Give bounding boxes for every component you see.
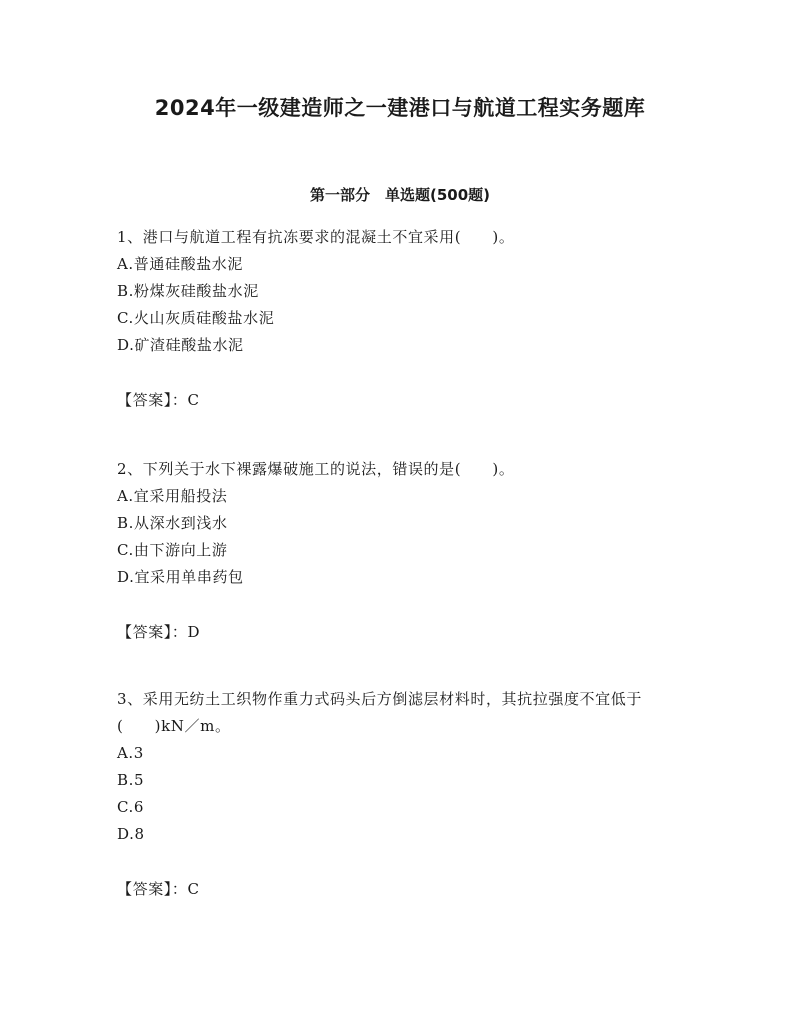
question-3 bbox=[117, 686, 687, 903]
option-a: A.普通硅酸盐水泥 bbox=[117, 255, 244, 273]
page-title: 2024年一级建造师之一建港口与航道工程实务题库 bbox=[154, 96, 646, 120]
section-heading: 第一部分 单选题(500题) bbox=[309, 186, 491, 204]
question-1 bbox=[117, 224, 687, 414]
option-b: B.粉煤灰硅酸盐水泥 bbox=[117, 282, 259, 300]
option-b: B.从深水到浅水 bbox=[117, 514, 228, 532]
answer-label: 【答案】：C bbox=[117, 880, 200, 898]
option-d: D.矿渣硅酸盐水泥 bbox=[117, 336, 244, 354]
question-stem: 1、港口与航道工程有抗冻要求的混凝土不宜采用( )。 bbox=[117, 228, 515, 246]
option-b: B.5 bbox=[117, 771, 145, 789]
option-d: D.8 bbox=[117, 825, 145, 843]
answer-label: 【答案】：D bbox=[117, 623, 201, 641]
question-stem: 3、采用无纺土工织物作重力式码头后方倒滤层材料时，其抗拉强度不宜低于( )kN／m。 bbox=[117, 690, 642, 735]
question-stem: 2、下列关于水下裸露爆破施工的说法，错误的是( )。 bbox=[117, 460, 515, 478]
option-c: C.由下游向上游 bbox=[117, 541, 228, 559]
option-c: C.6 bbox=[117, 798, 145, 816]
option-c: C.火山灰质硅酸盐水泥 bbox=[117, 309, 275, 327]
answer-label: 【答案】：C bbox=[117, 391, 200, 409]
option-d: D.宜采用单串药包 bbox=[117, 568, 244, 586]
option-a: A.3 bbox=[117, 744, 144, 762]
question-2 bbox=[117, 456, 687, 646]
option-a: A.宜采用船投法 bbox=[117, 487, 228, 505]
